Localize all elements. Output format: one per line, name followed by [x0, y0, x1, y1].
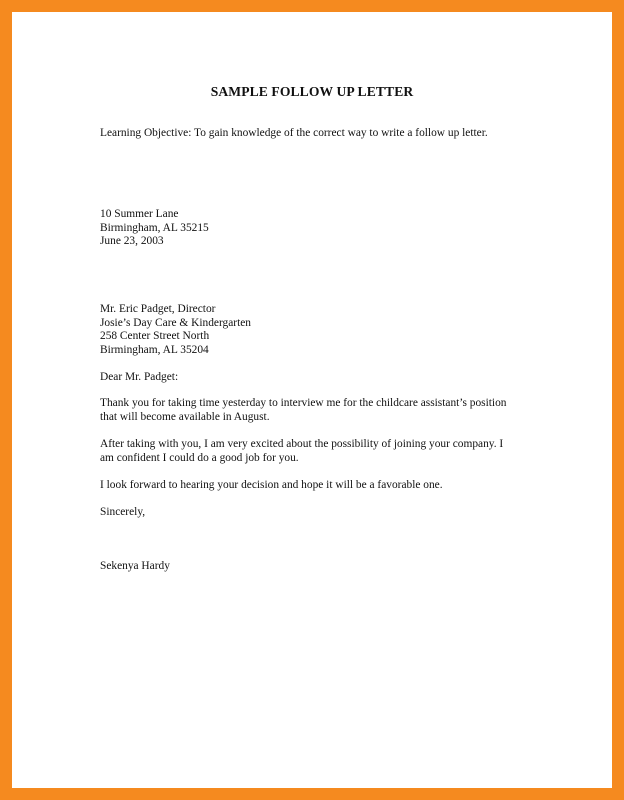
paragraph-2-line-2: am confident I could do a good job for you.: [100, 451, 299, 464]
learning-objective: Learning Objective: To gain knowledge of the correct way to write a follow up letter.: [100, 127, 488, 139]
sender-street: 10 Summer Lane: [100, 208, 179, 220]
recipient-address: [100, 303, 251, 357]
closing: Sincerely,: [100, 506, 146, 518]
body-paragraph-3: I look forward to hearing your decision and hope it will be a favorable one.: [100, 479, 443, 491]
salutation: Dear Mr. Padget:: [100, 371, 179, 383]
letter-date: June 23, 2003: [100, 235, 164, 247]
sender-address: [100, 208, 209, 249]
paragraph-1-line-1: Thank you for taking time yesterday to interview me for the childcare assistant’s position: [100, 397, 507, 409]
body-paragraph-1: [100, 397, 506, 424]
recipient-name: Mr. Eric Padget, Director: [100, 303, 216, 315]
sender-city: Birmingham, AL 35215: [100, 221, 209, 234]
recipient-city: Birmingham, AL 35204: [100, 343, 209, 356]
letter-title: SAMPLE FOLLOW UP LETTER: [210, 84, 414, 99]
signature-name: Sekenya Hardy: [100, 560, 170, 572]
paragraph-2-line-1: After taking with you, I am very excited about the possibility of joining your company. I: [100, 438, 504, 450]
recipient-company: Josie’s Day Care & Kindergarten: [100, 316, 251, 329]
body-paragraph-2: [100, 438, 503, 465]
paragraph-1-line-2: that will become available in August.: [100, 410, 270, 423]
recipient-street: 258 Center Street North: [100, 330, 210, 342]
